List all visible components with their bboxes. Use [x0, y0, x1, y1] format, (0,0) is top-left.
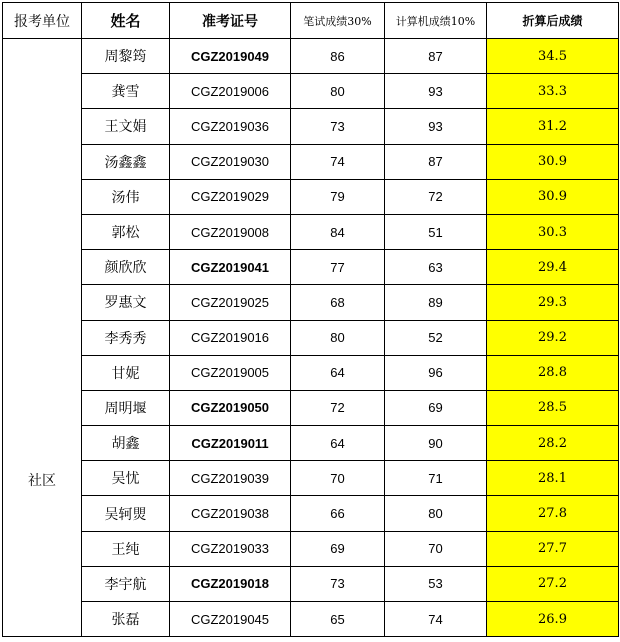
table-row — [3, 355, 619, 390]
final-score-cell: 29.4 — [487, 250, 619, 285]
final-score-cell: 33.3 — [487, 74, 619, 109]
exam-id-cell: CGZ2019039 — [170, 461, 291, 496]
computer-score-cell: 87 — [385, 144, 487, 179]
name-cell: 吴轲煛 — [82, 496, 170, 531]
name-cell: 汤伟 — [82, 179, 170, 214]
written-score-cell: 68 — [291, 285, 385, 320]
final-score-cell: 27.7 — [487, 531, 619, 566]
name-cell: 吴忧 — [82, 461, 170, 496]
name-cell: 周明堰 — [82, 390, 170, 425]
computer-score-cell: 93 — [385, 74, 487, 109]
final-score-cell: 30.3 — [487, 214, 619, 249]
name-cell: 罗惠文 — [82, 285, 170, 320]
exam-id-cell: CGZ2019033 — [170, 531, 291, 566]
exam-id-cell: CGZ2019006 — [170, 74, 291, 109]
written-score-cell: 77 — [291, 250, 385, 285]
computer-score-cell: 70 — [385, 531, 487, 566]
exam-id-cell: CGZ2019025 — [170, 285, 291, 320]
computer-score-cell: 52 — [385, 320, 487, 355]
written-score-cell: 69 — [291, 531, 385, 566]
computer-score-cell: 63 — [385, 250, 487, 285]
computer-score-cell: 93 — [385, 109, 487, 144]
name-cell: 张磊 — [82, 602, 170, 637]
written-score-cell: 72 — [291, 390, 385, 425]
exam-id-cell: CGZ2019049 — [170, 39, 291, 74]
written-score-cell: 64 — [291, 426, 385, 461]
name-cell: 王文娟 — [82, 109, 170, 144]
written-score-cell: 80 — [291, 320, 385, 355]
table-row — [3, 144, 619, 179]
name-cell: 李秀秀 — [82, 320, 170, 355]
table-row — [3, 179, 619, 214]
exam-id-cell: CGZ2019041 — [170, 250, 291, 285]
final-score-cell: 26.9 — [487, 602, 619, 637]
written-score-cell: 86 — [291, 39, 385, 74]
exam-id-cell: CGZ2019029 — [170, 179, 291, 214]
exam-id-cell: CGZ2019008 — [170, 214, 291, 249]
table-body — [3, 39, 619, 637]
final-score-cell: 28.1 — [487, 461, 619, 496]
written-score-cell: 66 — [291, 496, 385, 531]
final-score-cell: 30.9 — [487, 179, 619, 214]
header-exam-id: 准考证号 — [170, 3, 291, 39]
name-cell: 胡鑫 — [82, 426, 170, 461]
name-cell: 甘妮 — [82, 355, 170, 390]
exam-id-cell: CGZ2019045 — [170, 602, 291, 637]
exam-id-cell: CGZ2019030 — [170, 144, 291, 179]
computer-score-cell: 89 — [385, 285, 487, 320]
name-cell: 颜欣欣 — [82, 250, 170, 285]
name-cell: 郭松 — [82, 214, 170, 249]
written-score-cell: 70 — [291, 461, 385, 496]
table-row — [3, 285, 619, 320]
computer-score-cell: 69 — [385, 390, 487, 425]
written-score-cell: 73 — [291, 109, 385, 144]
table-row — [3, 461, 619, 496]
table-row — [3, 496, 619, 531]
exam-id-cell: CGZ2019011 — [170, 426, 291, 461]
final-score-cell: 28.2 — [487, 426, 619, 461]
table-row — [3, 390, 619, 425]
final-score-cell: 27.2 — [487, 566, 619, 601]
computer-score-cell: 74 — [385, 602, 487, 637]
header-name: 姓名 — [82, 3, 170, 39]
header-row — [3, 3, 619, 39]
exam-id-cell: CGZ2019018 — [170, 566, 291, 601]
table-row — [3, 109, 619, 144]
final-score-cell: 30.9 — [487, 144, 619, 179]
name-cell: 王纯 — [82, 531, 170, 566]
table-row — [3, 74, 619, 109]
computer-score-cell: 51 — [385, 214, 487, 249]
table-row — [3, 39, 619, 74]
header-final-score: 折算后成绩 — [487, 3, 619, 39]
written-score-cell: 84 — [291, 214, 385, 249]
table-row — [3, 250, 619, 285]
computer-score-cell: 96 — [385, 355, 487, 390]
final-score-cell: 29.2 — [487, 320, 619, 355]
final-score-cell: 34.5 — [487, 39, 619, 74]
final-score-cell: 31.2 — [487, 109, 619, 144]
header-computer-score: 计算机成绩10% — [385, 3, 487, 39]
written-score-cell: 74 — [291, 144, 385, 179]
written-score-cell: 80 — [291, 74, 385, 109]
written-score-cell: 65 — [291, 602, 385, 637]
computer-score-cell: 53 — [385, 566, 487, 601]
header-unit: 报考单位 — [3, 3, 82, 39]
final-score-cell: 27.8 — [487, 496, 619, 531]
written-score-cell: 64 — [291, 355, 385, 390]
name-cell: 汤鑫鑫 — [82, 144, 170, 179]
exam-id-cell: CGZ2019016 — [170, 320, 291, 355]
computer-score-cell: 72 — [385, 179, 487, 214]
written-score-cell: 73 — [291, 566, 385, 601]
table-row — [3, 531, 619, 566]
score-table — [2, 2, 619, 637]
table-row — [3, 426, 619, 461]
name-cell: 李宇航 — [82, 566, 170, 601]
exam-id-cell: CGZ2019036 — [170, 109, 291, 144]
table-row — [3, 320, 619, 355]
exam-id-cell: CGZ2019038 — [170, 496, 291, 531]
computer-score-cell: 71 — [385, 461, 487, 496]
computer-score-cell: 80 — [385, 496, 487, 531]
exam-id-cell: CGZ2019005 — [170, 355, 291, 390]
computer-score-cell: 87 — [385, 39, 487, 74]
final-score-cell: 28.8 — [487, 355, 619, 390]
exam-id-cell: CGZ2019050 — [170, 390, 291, 425]
final-score-cell: 29.3 — [487, 285, 619, 320]
computer-score-cell: 90 — [385, 426, 487, 461]
written-score-cell: 79 — [291, 179, 385, 214]
table-row — [3, 214, 619, 249]
table-row — [3, 566, 619, 601]
name-cell: 周黎筠 — [82, 39, 170, 74]
final-score-cell: 28.5 — [487, 390, 619, 425]
name-cell: 龚雪 — [82, 74, 170, 109]
header-written-score: 笔试成绩30% — [291, 3, 385, 39]
unit-cell: 社区 — [3, 39, 82, 637]
table-row — [3, 602, 619, 637]
